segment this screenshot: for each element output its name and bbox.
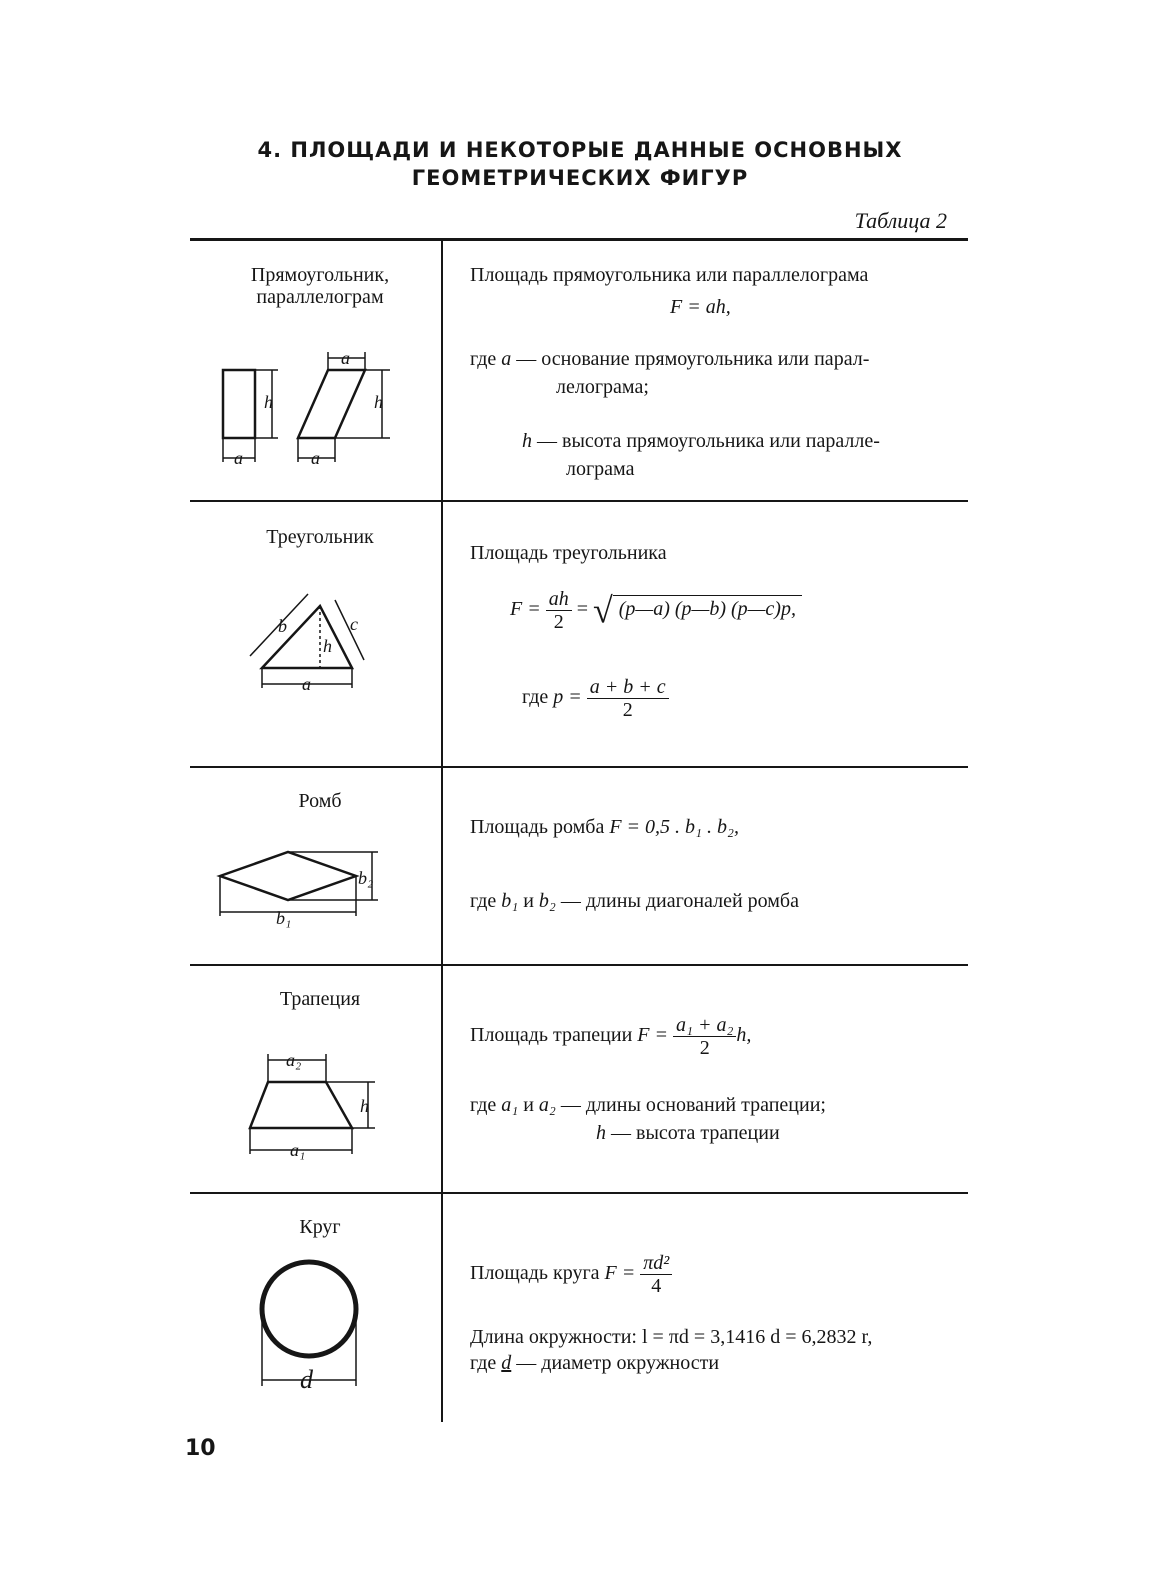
triangle-formula: F = $\frac{ah}{2}$ = √ (p—a) (p—b) (p—c)p, — [510, 588, 802, 633]
table-number: Таблица 2 — [854, 208, 947, 233]
label-h-tri: h — [323, 636, 332, 656]
label-h-trap: h — [360, 1096, 369, 1116]
page-title-line1: 4. ПЛОЩАДИ И НЕКОТОРЫЕ ДАННЫЕ ОСНОВНЫХ — [257, 138, 903, 162]
label-a-rect: a — [234, 448, 243, 468]
rhombus-area: Площадь ромба F = 0,5 . b₁ . b₂, — [470, 816, 739, 838]
rect-where-h-cont: лограма — [566, 458, 635, 480]
label-a-par-top: a — [341, 348, 350, 368]
page-title-line2: ГЕОМЕТРИЧЕСКИХ ФИГУР — [411, 166, 749, 190]
triangle-area-title: Площадь треугольника — [470, 542, 667, 564]
rect-where-h: h — высота прямоугольника или паралле- — [522, 430, 880, 452]
label-a-par: a — [311, 448, 320, 468]
trapezoid-where-h: h — высота трапеции — [596, 1122, 780, 1144]
label-d: d — [300, 1365, 313, 1394]
table-top-rule — [190, 238, 968, 241]
trapezoid-where: где a₁ и a₂ — длины оснований трапеции; — [470, 1094, 826, 1116]
figure-name-triangle: Треугольник — [266, 526, 374, 548]
row-divider — [190, 1192, 968, 1194]
label-b-tri: b — [278, 616, 287, 636]
triangle-p-formula: где p = $\frac{a + b + c}{2}$ — [522, 676, 669, 721]
rect-area-title: Площадь прямоугольника или параллелограма — [470, 264, 869, 286]
label-h-par: h — [374, 392, 383, 412]
label-a1: a₁ — [290, 1140, 306, 1160]
page-number: 10 — [185, 1436, 216, 1461]
figure-name-trapezoid: Трапеция — [279, 988, 361, 1010]
label-h-rect: h — [264, 392, 273, 412]
circle-length: Длина окружности: l = πd = 3,1416 d = 6,2832 r, — [470, 1326, 873, 1348]
label-b2: b₂ — [358, 868, 374, 888]
trapezoid-area: Площадь трапеции F = $\frac{\text{a₁ + a₂}}{2}$ h, — [470, 1014, 752, 1059]
rectangle-parallelogram-diagram — [210, 340, 400, 470]
circle-diagram — [250, 1256, 370, 1394]
rhombus-where: где b₁ и b₂ — длины диагоналей ромба — [470, 890, 799, 912]
circle-where: где d — диаметр окружности — [470, 1352, 720, 1374]
label-c-tri: c — [350, 614, 358, 634]
label-a-tri: a — [302, 674, 311, 694]
circle-area: Площадь круга F = $\frac{\text{πd²}}{4}$ — [470, 1252, 672, 1297]
triangle-diagram — [240, 590, 380, 705]
figure-name-rhombus: Ромб — [298, 790, 342, 812]
row-divider — [190, 964, 968, 966]
rect-formula: F = ah, — [670, 296, 731, 318]
row-divider — [190, 766, 968, 768]
row-divider — [190, 500, 968, 502]
figure-name-rectangle: Прямоугольник, параллелограм — [250, 264, 390, 308]
label-a2: a₂ — [286, 1050, 302, 1070]
figure-name-circle: Круг — [299, 1216, 341, 1238]
trapezoid-diagram — [240, 1046, 390, 1161]
label-b1: b₁ — [276, 908, 292, 928]
rect-where-a: где a — основание прямоугольника или парал- — [470, 348, 870, 370]
column-divider — [441, 240, 443, 1422]
rect-where-a-cont: лелограма; — [556, 376, 649, 398]
rhombus-diagram — [210, 840, 390, 935]
